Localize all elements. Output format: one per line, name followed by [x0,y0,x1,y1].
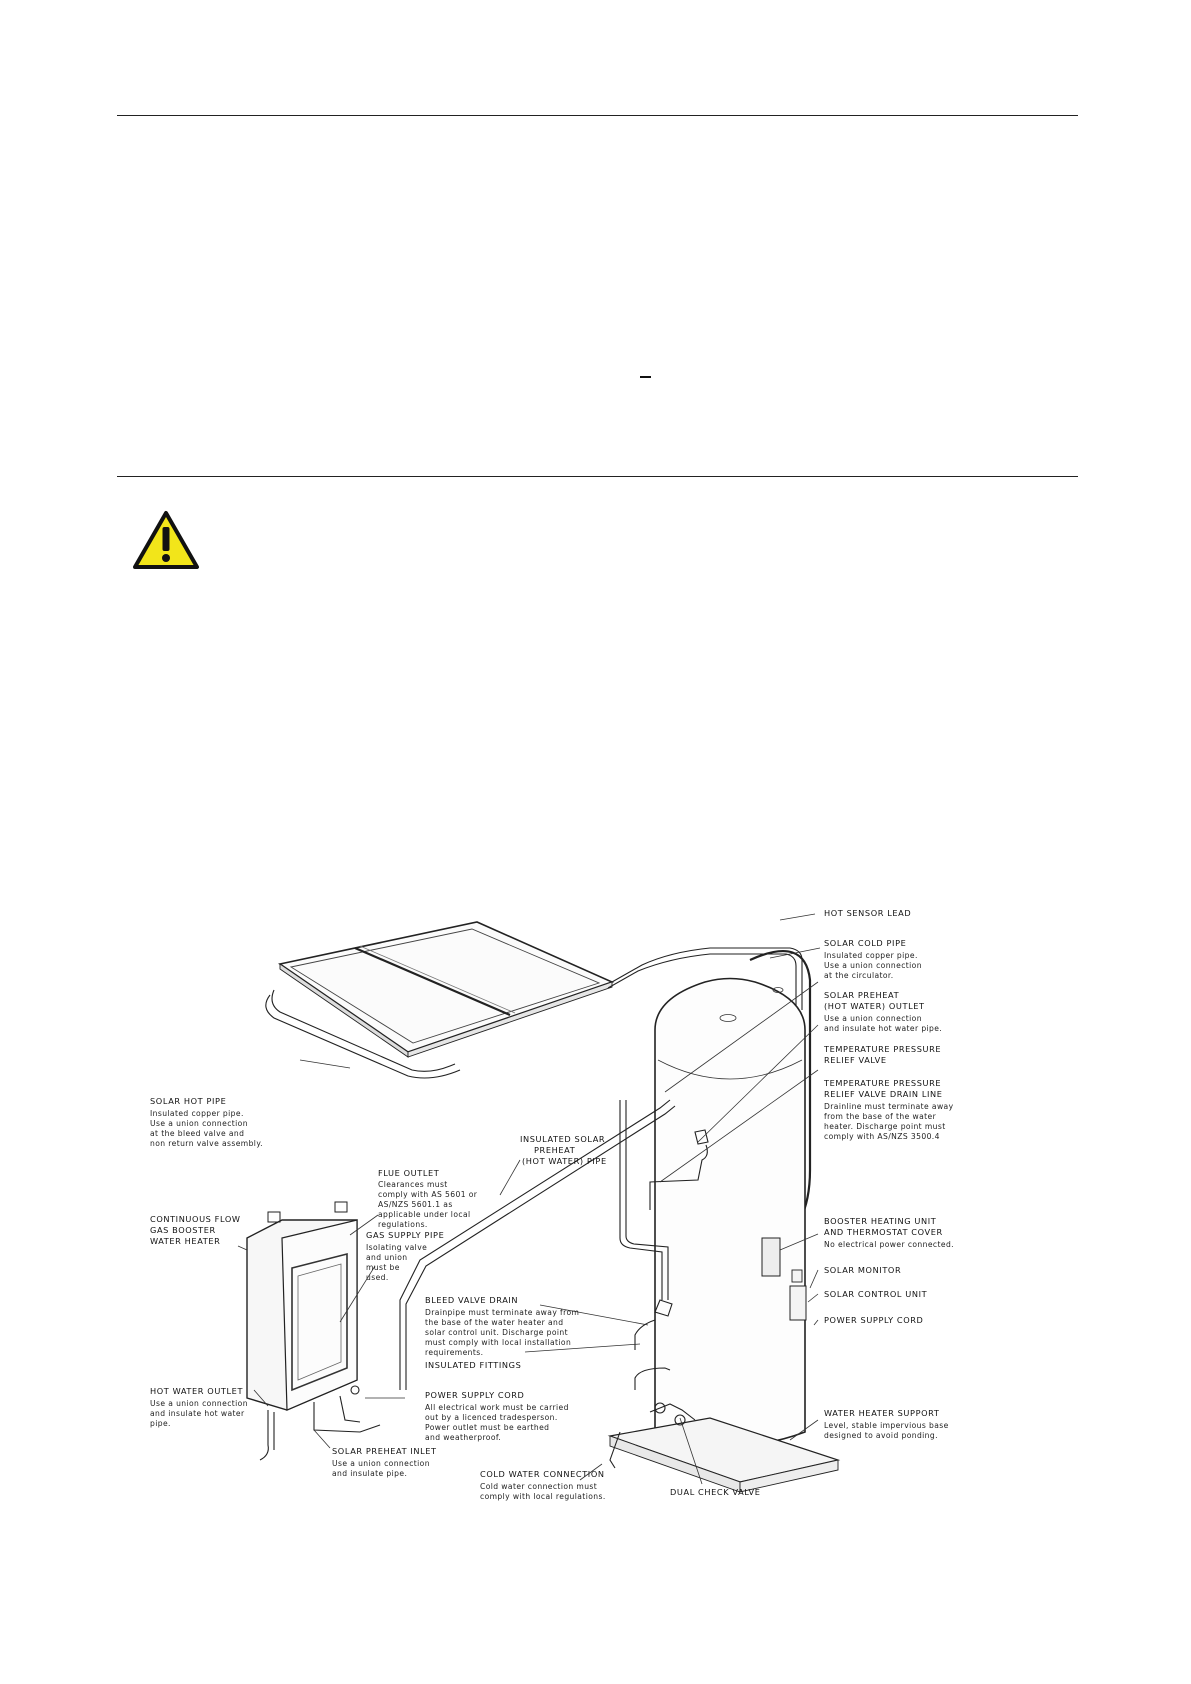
svg-text:SOLAR PREHEAT: SOLAR PREHEAT [824,990,900,1000]
svg-text:Use a union connection: Use a union connection [824,961,922,970]
svg-text:Insulated copper pipe.: Insulated copper pipe. [150,1109,244,1118]
svg-text:BOOSTER HEATING UNIT: BOOSTER HEATING UNIT [824,1216,937,1226]
svg-text:at the circulator.: at the circulator. [824,971,894,980]
svg-text:SOLAR COLD PIPE: SOLAR COLD PIPE [824,938,907,948]
svg-text:and insulate hot water pipe.: and insulate hot water pipe. [824,1024,943,1033]
svg-text:RELIEF VALVE: RELIEF VALVE [824,1055,887,1065]
svg-text:heater. Discharge point must: heater. Discharge point must [824,1122,946,1131]
svg-text:Drainpipe must terminate away: Drainpipe must terminate away from [425,1308,580,1317]
svg-text:TEMPERATURE PRESSURE: TEMPERATURE PRESSURE [824,1044,942,1054]
svg-text:comply with local regulations.: comply with local regulations. [480,1492,606,1501]
callout-flue-outlet [378,1168,478,1229]
callout-solar-preheat-outlet [824,990,942,1033]
svg-text:Drainline must terminate away: Drainline must terminate away [824,1102,954,1111]
callout-booster-heating-unit [824,1216,954,1249]
svg-text:All electrical work must be ca: All electrical work must be carried [425,1403,569,1412]
svg-text:WATER HEATER SUPPORT: WATER HEATER SUPPORT [824,1408,940,1418]
svg-text:Power outlet must be earthed: Power outlet must be earthed [425,1423,550,1432]
gas-booster-unit [247,1202,380,1460]
svg-text:SOLAR HOT PIPE: SOLAR HOT PIPE [150,1096,227,1106]
callout-hot-sensor-lead [824,908,911,918]
svg-text:DUAL CHECK VALVE: DUAL CHECK VALVE [670,1487,761,1497]
stray-underscore-mark [640,376,651,378]
svg-text:Use a union connection: Use a union connection [332,1459,430,1468]
svg-text:and insulate pipe.: and insulate pipe. [332,1469,408,1478]
callout-power-supply-cord-right [824,1315,923,1325]
svg-text:out by a licenced tradesperson: out by a licenced tradesperson. [425,1413,558,1422]
callout-solar-preheat-inlet [332,1446,437,1478]
callout-insulated-fittings [425,1360,521,1370]
svg-text:INSULATED SOLAR: INSULATED SOLAR [520,1134,606,1144]
callout-cold-water-connection [480,1469,606,1501]
svg-text:regulations.: regulations. [378,1220,428,1229]
top-rule [117,115,1078,116]
svg-text:Isolating valve: Isolating valve [366,1243,428,1252]
svg-text:comply with AS 5601 or: comply with AS 5601 or [378,1190,478,1199]
svg-text:Level, stable impervious base: Level, stable impervious base [824,1421,949,1430]
svg-text:TEMPERATURE PRESSURE: TEMPERATURE PRESSURE [824,1078,942,1088]
svg-text:non return valve assembly.: non return valve assembly. [150,1139,263,1148]
svg-text:SOLAR PREHEAT INLET: SOLAR PREHEAT INLET [332,1446,437,1456]
svg-text:INSULATED FITTINGS: INSULATED FITTINGS [425,1360,522,1370]
svg-text:HOT WATER OUTLET: HOT WATER OUTLET [150,1386,244,1396]
svg-text:(HOT WATER) PIPE: (HOT WATER) PIPE [522,1156,607,1166]
svg-text:FLUE OUTLET: FLUE OUTLET [378,1168,440,1178]
svg-text:solar control unit. Discharge: solar control unit. Discharge point [425,1328,568,1337]
svg-text:from the base of the water: from the base of the water [824,1112,937,1121]
svg-text:SOLAR CONTROL UNIT: SOLAR CONTROL UNIT [824,1289,928,1299]
svg-text:at the bleed valve and: at the bleed valve and [150,1129,245,1138]
svg-text:POWER SUPPLY CORD: POWER SUPPLY CORD [425,1390,525,1400]
callout-power-supply-cord-left [425,1390,569,1442]
callout-solar-control-unit [824,1289,928,1299]
callout-bleed-valve-drain [425,1295,579,1357]
svg-text:pipe.: pipe. [150,1419,171,1428]
svg-text:and insulate hot water: and insulate hot water [150,1409,245,1418]
svg-text:CONTINUOUS FLOW: CONTINUOUS FLOW [150,1214,241,1224]
svg-text:used.: used. [366,1273,389,1282]
svg-text:No electrical power connected.: No electrical power connected. [824,1240,954,1249]
svg-text:POWER SUPPLY CORD: POWER SUPPLY CORD [824,1315,924,1325]
svg-text:AND THERMOSTAT COVER: AND THERMOSTAT COVER [824,1227,943,1237]
svg-text:AS/NZS 5601.1 as: AS/NZS 5601.1 as [378,1200,453,1209]
svg-text:SOLAR MONITOR: SOLAR MONITOR [824,1265,902,1275]
svg-text:(HOT WATER) OUTLET: (HOT WATER) OUTLET [824,1001,925,1011]
callout-gas-supply-pipe [366,1230,444,1282]
svg-text:WATER HEATER: WATER HEATER [150,1236,221,1246]
svg-text:BLEED VALVE DRAIN: BLEED VALVE DRAIN [425,1295,519,1305]
callout-water-heater-support [824,1408,949,1440]
callout-hot-water-outlet [150,1386,248,1428]
svg-text:must be: must be [366,1263,400,1272]
svg-text:GAS SUPPLY PIPE: GAS SUPPLY PIPE [366,1230,445,1240]
callout-tpr-valve [823,1044,941,1065]
svg-text:PREHEAT: PREHEAT [534,1145,576,1155]
callout-title: HOT SENSOR LEAD [824,908,912,918]
solar-installation-diagram [150,908,1050,1520]
svg-text:and union: and union [366,1253,408,1262]
svg-text:requirements.: requirements. [425,1348,484,1357]
svg-text:Use a union connection: Use a union connection [824,1014,922,1023]
section-rule [117,476,1078,477]
solar-collector-panels [280,922,612,1057]
warning-triangle-icon [132,510,200,570]
svg-text:designed to avoid ponding.: designed to avoid ponding. [824,1431,938,1440]
svg-text:Insulated copper pipe.: Insulated copper pipe. [824,951,918,960]
svg-text:comply with AS/NZS 3500.4: comply with AS/NZS 3500.4 [824,1132,940,1141]
svg-text:Use a union connection: Use a union connection [150,1399,248,1408]
callout-tpr-drain-line [823,1078,954,1141]
svg-text:and weatherproof.: and weatherproof. [425,1433,502,1442]
svg-text:Use a union connection: Use a union connection [150,1119,248,1128]
storage-tank [650,979,806,1447]
svg-text:Cold water connection must: Cold water connection must [480,1482,598,1491]
callout-solar-cold-pipe [824,938,922,980]
callout-gas-booster [150,1214,241,1246]
callout-solar-monitor [824,1265,901,1275]
callout-solar-hot-pipe [150,1096,263,1148]
svg-text:COLD WATER CONNECTION: COLD WATER CONNECTION [480,1469,605,1479]
svg-text:applicable under local: applicable under local [378,1210,471,1219]
callout-dual-check-valve [670,1487,761,1497]
svg-text:RELIEF VALVE DRAIN LINE: RELIEF VALVE DRAIN LINE [824,1089,943,1099]
svg-text:Clearances must: Clearances must [378,1180,448,1189]
svg-text:must comply with local install: must comply with local installation [425,1338,572,1347]
svg-text:GAS BOOSTER: GAS BOOSTER [150,1225,216,1235]
svg-text:the base of the water heater a: the base of the water heater and [425,1318,564,1327]
